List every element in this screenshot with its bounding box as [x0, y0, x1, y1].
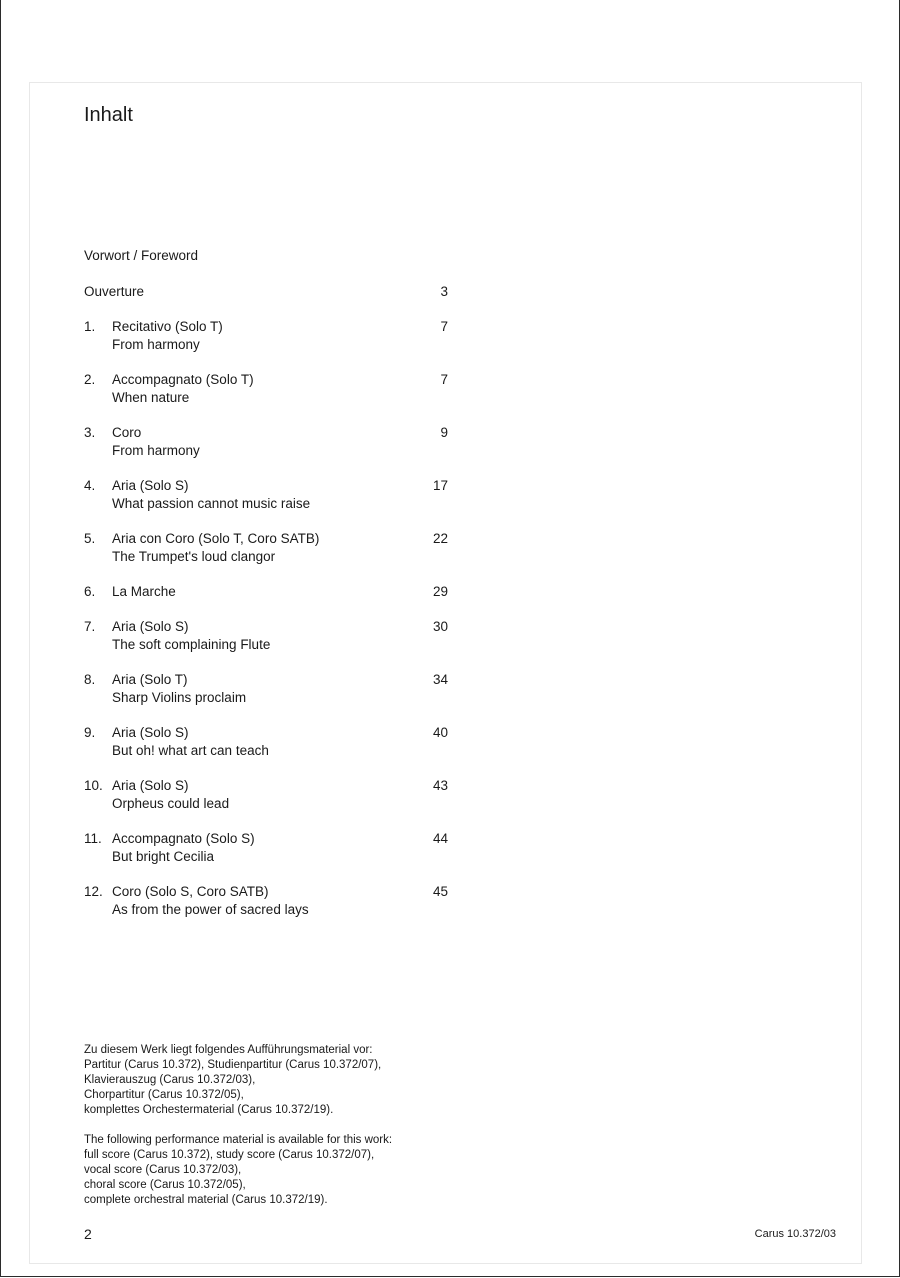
toc-entry-page: 22	[432, 531, 448, 546]
note-line: complete orchestral material (Carus 10.372/19).	[84, 1194, 328, 1206]
toc-entry-number: 6.	[84, 584, 96, 599]
toc-entry-incipit: The Trumpet's loud clangor	[112, 549, 276, 564]
toc-entry-text	[112, 830, 255, 866]
note-german	[84, 1043, 444, 1118]
performance-material-note	[84, 1043, 444, 1208]
toc-entry-incipit: The soft complaining Flute	[112, 637, 271, 652]
toc-entry-page: 17	[432, 478, 448, 493]
toc-entry-number: 12.	[84, 884, 103, 899]
toc-entry-section: Accompagnato (Solo S)	[112, 831, 255, 846]
toc-entry-section: Accompagnato (Solo T)	[112, 372, 254, 387]
toc-entry-number: 2.	[84, 372, 96, 387]
toc-entry-incipit: But bright Cecilia	[112, 849, 215, 864]
toc-entry-page: 30	[432, 619, 448, 634]
toc-entry-page: 43	[432, 778, 448, 793]
note-line: The following performance material is available for this work:	[84, 1134, 393, 1146]
toc-entry-text	[112, 318, 223, 354]
toc-entry-text	[112, 724, 269, 760]
toc-entry-number: 7.	[84, 619, 96, 634]
toc-entry-page: 34	[432, 672, 448, 687]
toc-entry-incipit: As from the power of sacred lays	[112, 902, 309, 917]
note-line: komplettes Orchestermaterial (Carus 10.372/19).	[84, 1104, 334, 1116]
toc-entry-section: Aria (Solo S)	[112, 619, 189, 634]
toc-entry-text	[112, 583, 176, 601]
toc-entry-text	[112, 671, 246, 707]
toc-entry-incipit: When nature	[112, 390, 190, 405]
toc-entry-section: Aria (Solo S)	[112, 478, 189, 493]
note-line: Klavierauszug (Carus 10.372/03),	[84, 1074, 256, 1086]
toc-entry-incipit: But oh! what art can teach	[112, 743, 269, 758]
toc-entry-number: 11.	[84, 831, 102, 846]
note-line: vocal score (Carus 10.372/03),	[84, 1164, 242, 1176]
footer-page-number: 2	[84, 1226, 92, 1242]
toc-entry-section: Aria con Coro (Solo T, Coro SATB)	[112, 531, 320, 546]
toc-entry-number: 8.	[84, 672, 96, 687]
toc-entry-text	[112, 883, 309, 919]
toc-entry-page: 45	[432, 884, 448, 899]
toc-entry-text	[112, 530, 319, 566]
toc-entry-text	[112, 424, 200, 460]
toc-entry-section: La Marche	[112, 584, 176, 599]
toc-entry-number: 3.	[84, 425, 96, 440]
toc-entry-page: 40	[432, 725, 448, 740]
toc-overture-title: Ouverture	[84, 284, 145, 299]
note-line: Chorpartitur (Carus 10.372/05),	[84, 1089, 244, 1101]
note-english	[84, 1133, 444, 1208]
toc-entry-incipit: Sharp Violins proclaim	[112, 690, 247, 705]
toc-entry-text	[112, 371, 254, 407]
footer-catalog-number: Carus 10.372/03	[754, 1228, 836, 1240]
toc-entry-section: Coro (Solo S, Coro SATB)	[112, 884, 269, 899]
note-line: Zu diesem Werk liegt folgendes Aufführungsmaterial vor:	[84, 1044, 373, 1056]
toc-entry-page: 44	[432, 831, 448, 846]
toc-entry-section: Aria (Solo T)	[112, 672, 188, 687]
toc-entry-number: 1.	[84, 319, 96, 334]
toc-entry-section: Aria (Solo S)	[112, 778, 189, 793]
toc-entry-text	[112, 777, 229, 813]
note-line: full score (Carus 10.372), study score (Carus 10.372/07),	[84, 1149, 375, 1161]
toc-entry-number: 4.	[84, 478, 96, 493]
toc-entry-section: Coro	[112, 425, 142, 440]
toc-foreword-title: Vorwort / Foreword	[84, 248, 199, 263]
toc-overture-page: 3	[440, 284, 448, 299]
toc-entry-incipit: From harmony	[112, 443, 200, 458]
toc-entry-number: 5.	[84, 531, 96, 546]
toc-entry-number: 9.	[84, 725, 96, 740]
note-line: choral score (Carus 10.372/05),	[84, 1179, 246, 1191]
toc-entry-section: Recitativo (Solo T)	[112, 319, 223, 334]
toc-entry-incipit: Orpheus could lead	[112, 796, 230, 811]
toc-entry-number: 10.	[84, 778, 103, 793]
toc-entry-page: 29	[432, 584, 448, 599]
toc-entry-page: 7	[440, 372, 448, 387]
toc-entry-page: 7	[440, 319, 448, 334]
note-line: Partitur (Carus 10.372), Studienpartitur (Carus 10.372/07),	[84, 1059, 382, 1071]
toc-entry-text	[112, 618, 270, 654]
toc-entry-incipit: What passion cannot music raise	[112, 496, 311, 511]
page-title: Inhalt	[84, 104, 133, 126]
toc-entry-incipit: From harmony	[112, 337, 200, 352]
toc-entry-text	[112, 477, 310, 513]
toc-entry-section: Aria (Solo S)	[112, 725, 189, 740]
toc-entry-page: 9	[440, 425, 448, 440]
